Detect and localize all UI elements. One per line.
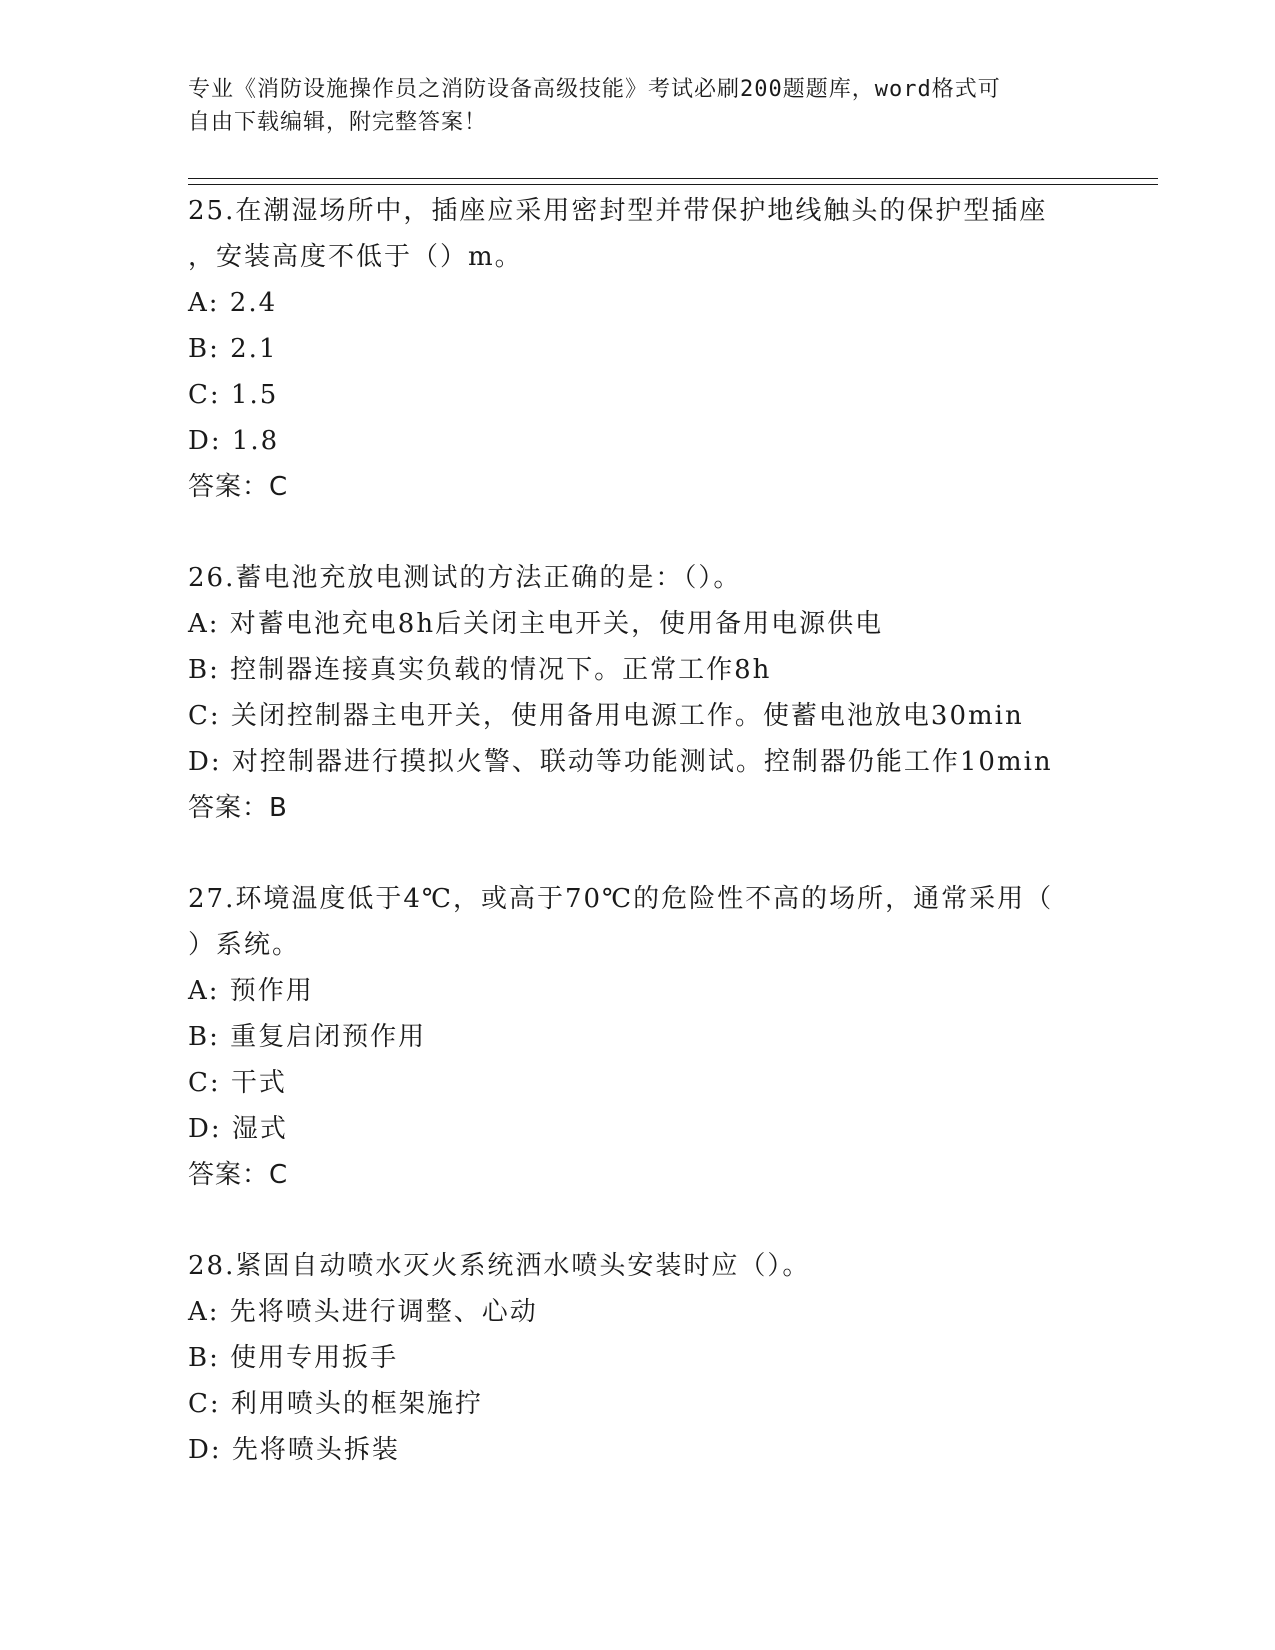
option-d: D: 1.8 (188, 426, 280, 456)
question-27 (188, 876, 1088, 1198)
option-d: D: 湿式 (188, 1114, 288, 1144)
header-line-2: 自由下载编辑，附完整答案！ (188, 110, 488, 135)
option-b: B: 使用专用扳手 (188, 1343, 399, 1373)
option-b: B: 重复启闭预作用 (188, 1022, 427, 1052)
option-c: C: 关闭控制器主电开关，使用备用电源工作。使蓄电池放电30min (188, 701, 1024, 731)
question-stem-continued: ，安装高度不低于（）m。 (188, 242, 523, 272)
option-a: A: 2.4 (188, 288, 278, 318)
option-a: A: 预作用 (188, 976, 314, 1006)
option-c: C: 干式 (188, 1068, 287, 1098)
option-c: C: 利用喷头的框架施拧 (188, 1389, 483, 1419)
question-stem: 28.紧固自动喷水灭火系统洒水喷头安装时应（）。 (188, 1251, 811, 1281)
option-c: C: 1.5 (188, 380, 279, 410)
answer: 答案：C (188, 1160, 289, 1190)
question-stem: 26.蓄电池充放电测试的方法正确的是：（）。 (188, 563, 742, 593)
question-25 (188, 188, 1088, 510)
option-d: D: 先将喷头拆装 (188, 1435, 400, 1465)
header-line-1: 专业《消防设施操作员之消防设备高级技能》考试必刷200题题库，word格式可 (188, 77, 1001, 102)
header-divider-bottom (188, 184, 1158, 185)
option-b: B: 控制器连接真实负载的情况下。正常工作8h (188, 655, 772, 685)
question-28 (188, 1243, 1088, 1473)
option-d: D: 对控制器进行摸拟火警、联动等功能测试。控制器仍能工作10min (188, 747, 1053, 777)
header-divider-top (188, 178, 1158, 179)
answer: 答案：C (188, 472, 289, 502)
answer: 答案：B (188, 793, 288, 823)
question-26 (188, 555, 1088, 831)
document-header (188, 73, 1088, 139)
option-a: A: 先将喷头进行调整、心动 (188, 1297, 538, 1327)
question-stem: 25.在潮湿场所中，插座应采用密封型并带保护地线触头的保护型插座 (188, 196, 1048, 226)
option-a: A: 对蓄电池充电8h后关闭主电开关，使用备用电源供电 (188, 609, 884, 639)
question-stem: 27.环境温度低于4℃，或高于70℃的危险性不高的场所，通常采用（ (188, 884, 1054, 914)
option-b: B: 2.1 (188, 334, 278, 364)
question-stem-continued: ）系统。 (188, 930, 301, 960)
